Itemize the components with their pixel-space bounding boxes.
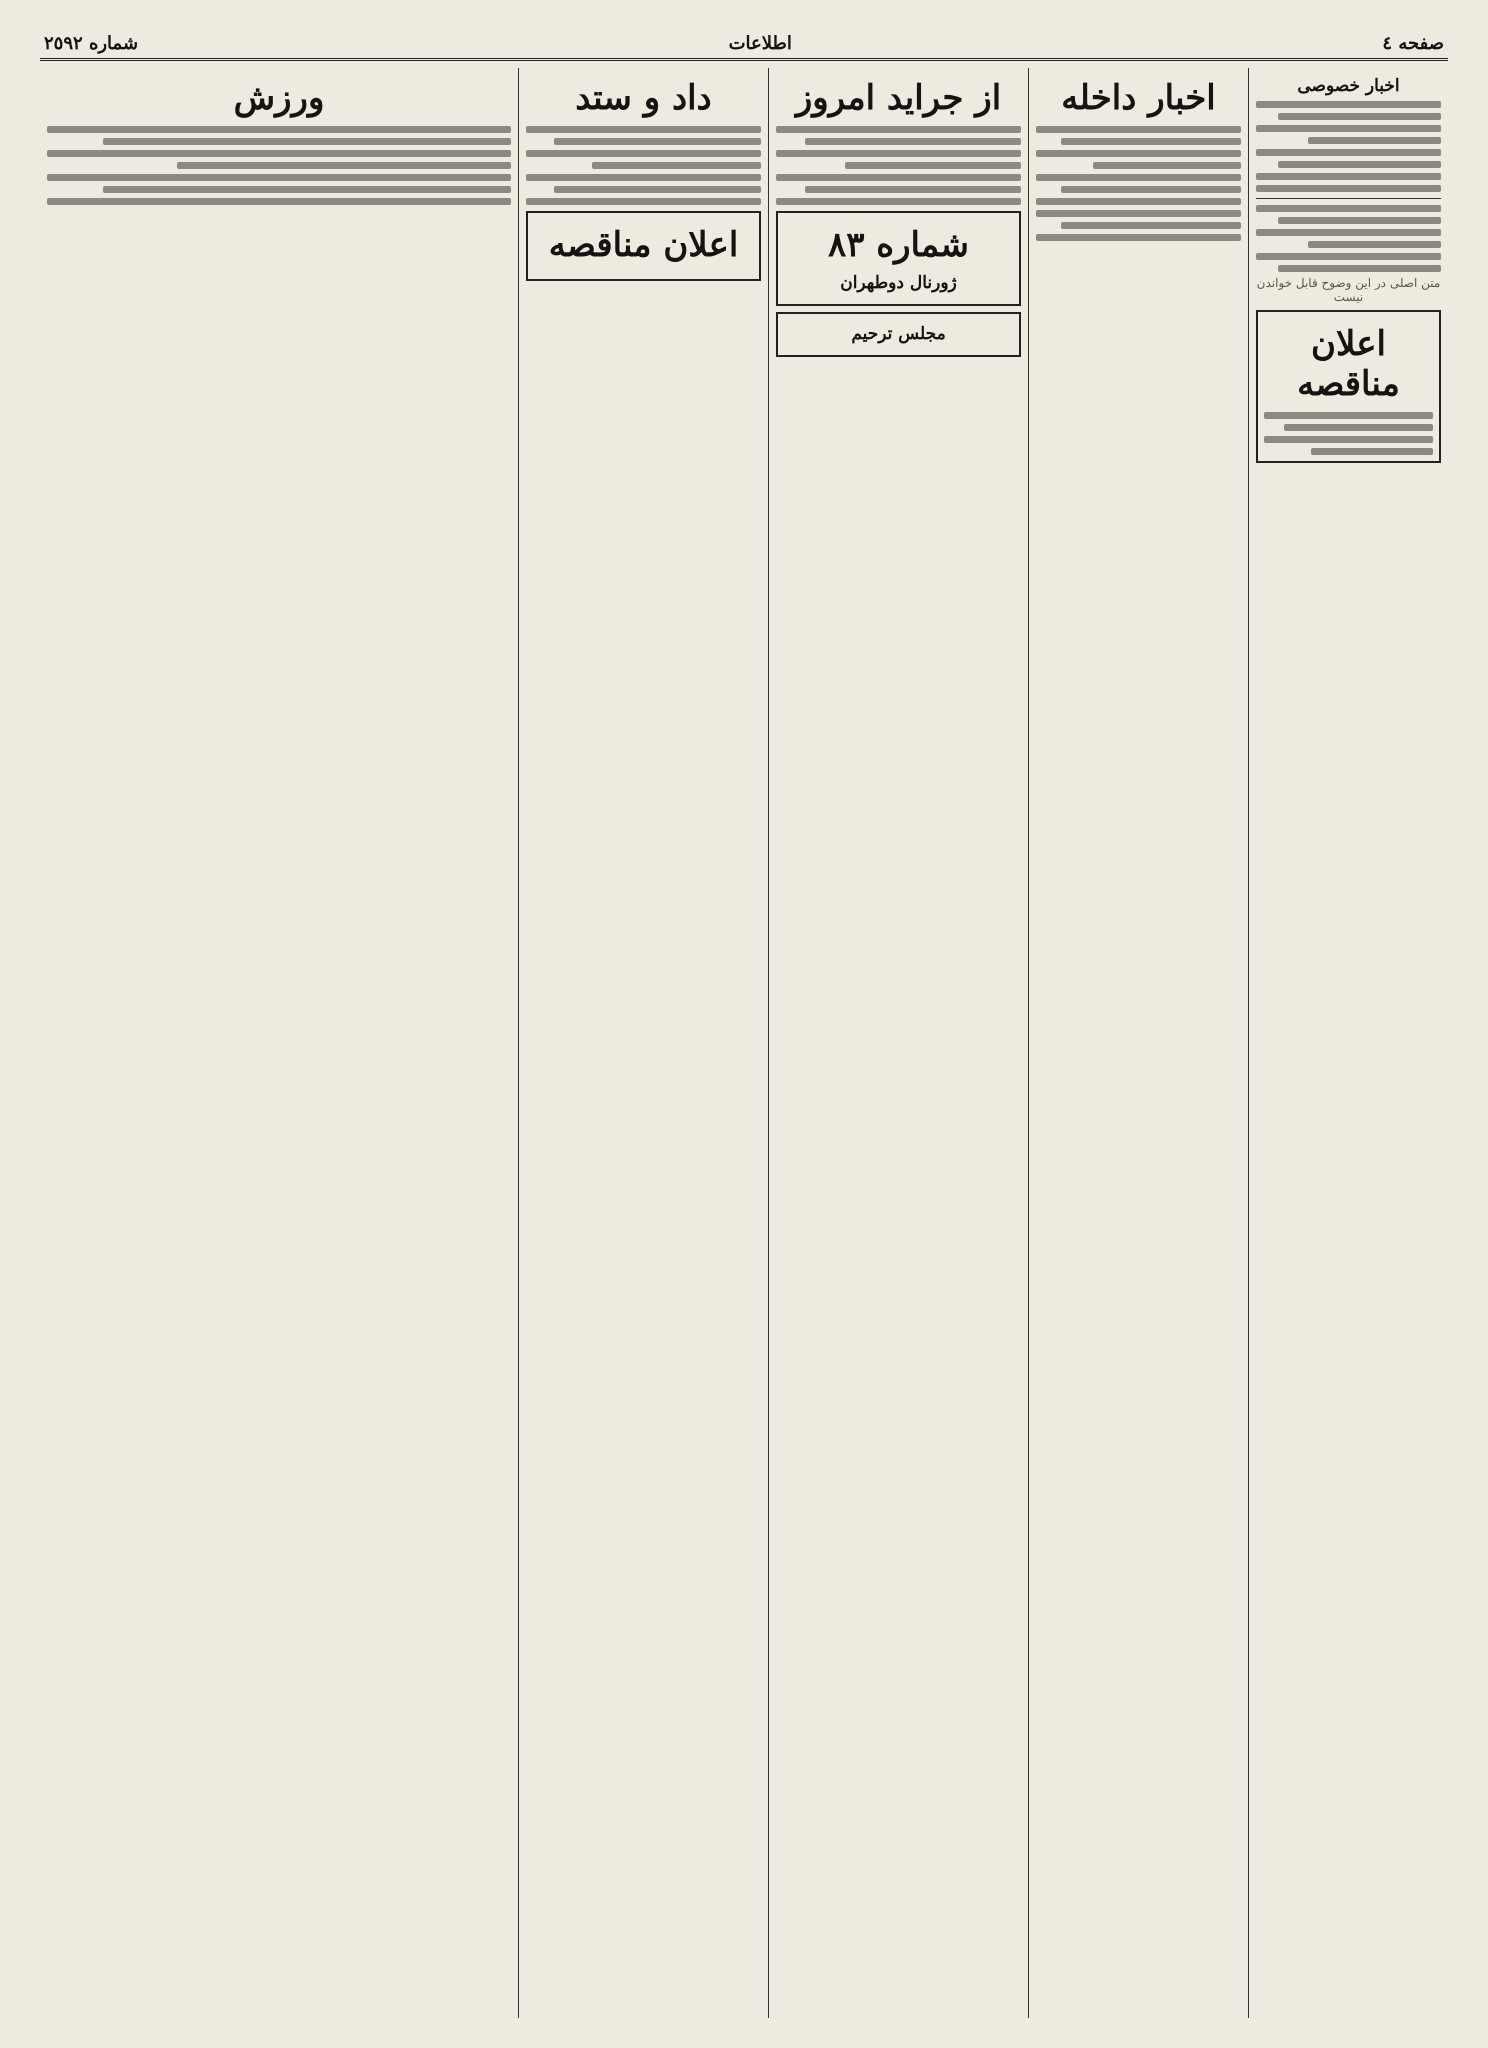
- tender-box-right: [1256, 310, 1441, 463]
- mourning-title: مجلس ترحیم: [851, 324, 946, 344]
- tender-title-right: اعلان مناقصه: [1297, 324, 1400, 404]
- journal-title: ژورنال دوطهران: [840, 273, 957, 293]
- columns: [40, 68, 1448, 2018]
- journal-box: [776, 211, 1021, 306]
- column-3-title: از جراید امروز: [795, 78, 1002, 118]
- journal-number: شماره ٨٣: [827, 225, 970, 265]
- page-number: صفحه ٤: [1382, 32, 1444, 54]
- illegible-note: متن اصلی در این وضوح قابل خواندن نیست: [1256, 276, 1441, 304]
- tender-box-left: [526, 211, 761, 281]
- column-1: [1248, 68, 1448, 2018]
- issue-number: شماره ٢٥٩٢: [44, 32, 139, 54]
- tender-title-left: اعلان مناقصه: [548, 225, 739, 265]
- column-5: [40, 68, 518, 2018]
- column-4-title: داد و ستد: [575, 78, 712, 118]
- column-3: [768, 68, 1028, 2018]
- column-2-title: اخبار داخله: [1061, 78, 1216, 118]
- column-1-title: اخبار خصوصی: [1297, 76, 1400, 96]
- column-5-title: ورزش: [233, 78, 325, 118]
- paper-name: اطلاعات: [728, 32, 792, 54]
- column-4: [518, 68, 768, 2018]
- mourning-box: [776, 312, 1021, 357]
- column-2: [1028, 68, 1248, 2018]
- masthead: [40, 28, 1448, 61]
